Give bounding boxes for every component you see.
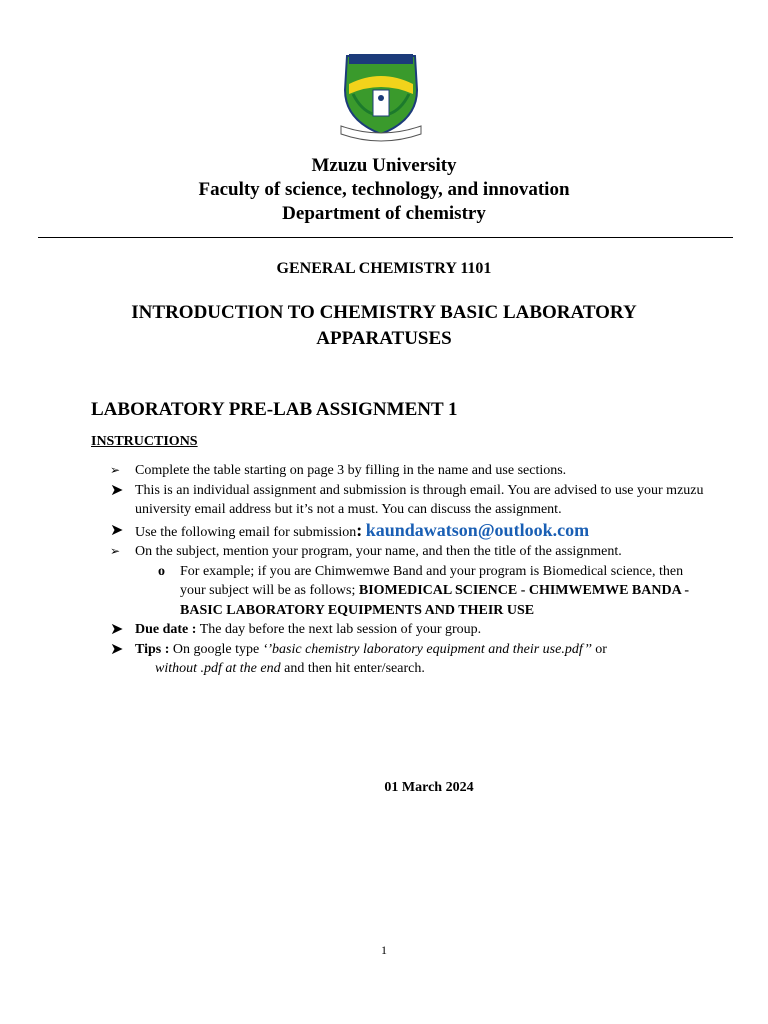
arrow-bullet-icon: ➢ (110, 463, 121, 477)
university-name: Mzuzu University (311, 155, 457, 176)
instructions-list (110, 461, 710, 679)
course-code: GENERAL CHEMISTRY 1101 (276, 260, 492, 277)
document-title: INTRODUCTION TO CHEMISTRY BASIC LABORATORY APPARATUSES (131, 302, 637, 349)
list-item: ➤ Use the following email for submission: kaundawatson@outlook.com (110, 519, 590, 540)
department-name: Department of chemistry (282, 203, 486, 224)
page-number: 1 (381, 943, 387, 957)
university-crest-logo (337, 50, 425, 142)
arrow-bullet-icon: ➤ (110, 621, 124, 638)
sub-list-item: o For example; if you are Chimwemwe Band and your program is Biomedical science, then your subject will be as follows; BIOMEDICAL SCIENCE - CHIMWEMWE BANDA - BASIC LABORATORY EQUIPMENTS AND THEIR USE (158, 563, 690, 618)
instructions-heading: INSTRUCTIONS (91, 434, 198, 449)
submission-email-link[interactable]: kaundawatson@outlook.com (365, 519, 590, 540)
arrow-bullet-icon: ➤ (110, 521, 124, 539)
arrow-bullet-icon: ➤ (110, 481, 124, 499)
horizontal-divider (38, 237, 733, 238)
list-item: ➢ Complete the table starting on page 3 by filling in the name and use sections. (110, 461, 710, 481)
list-item: ➢ On the subject, mention your program, your name, and then the title of the assignment. (110, 542, 710, 562)
list-item: ➤ Due date : The day before the next lab session of your group. (110, 621, 482, 638)
list-item: ➤ This is an individual assignment and submission is through email. You are advised to use your mzuzu university email address but it’s not a must. You can discuss the assignment. (110, 481, 704, 517)
arrow-bullet-icon: ➢ (110, 544, 121, 558)
assignment-heading: LABORATORY PRE-LAB ASSIGNMENT 1 (91, 399, 458, 420)
list-item: ➤ Tips : On google type ‘’basic chemistry laboratory equipment and their use.pdf’’ or without .pdf at the end and then hit enter/search. (110, 640, 607, 676)
circle-bullet-icon: o (158, 563, 165, 579)
document-date: 01 March 2024 (384, 780, 474, 795)
arrow-bullet-icon: ➤ (110, 640, 124, 658)
faculty-name: Faculty of science, technology, and innovation (198, 179, 570, 200)
